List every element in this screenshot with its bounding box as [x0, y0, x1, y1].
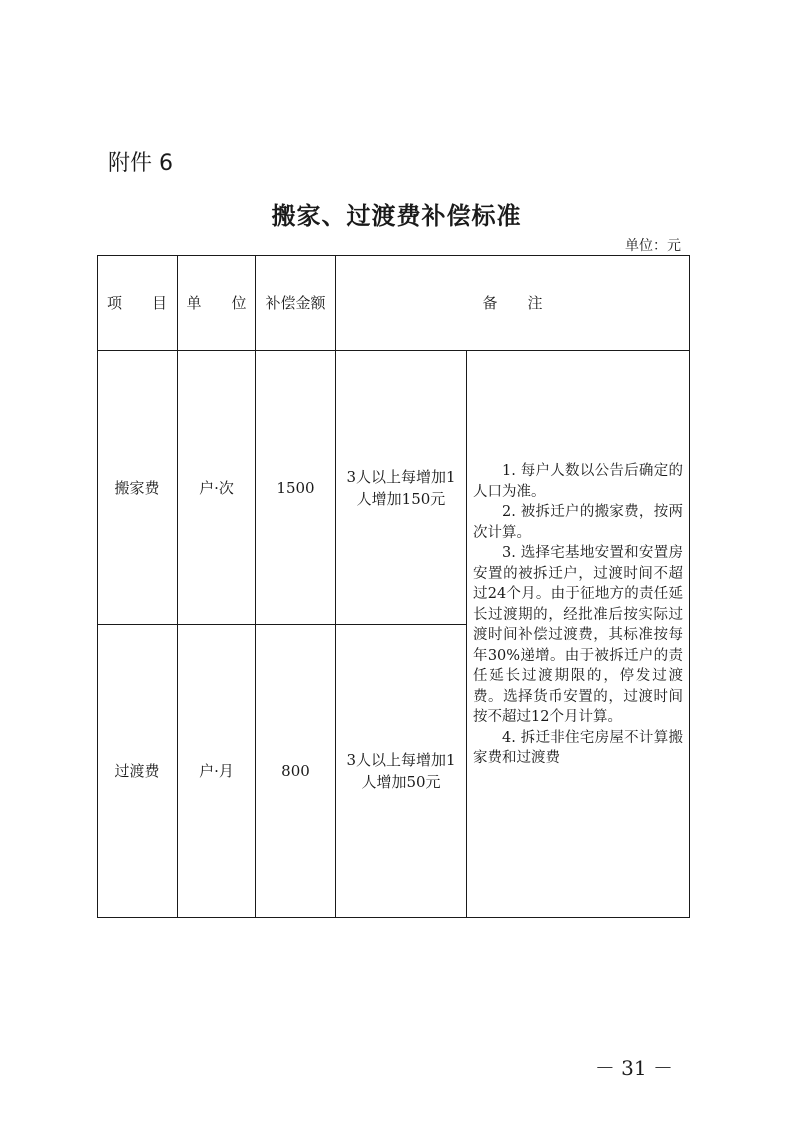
note-item: 1. 每户人数以公告后确定的人口为准。 [473, 463, 683, 500]
row-transition-unit: 户·月 [199, 762, 234, 780]
unit-note: 单位：元 [625, 238, 681, 254]
header-item: 项 目 [106, 293, 167, 312]
row-moving-increment: 3人以上每增加1人增加150元 [346, 467, 456, 508]
compensation-table [97, 255, 690, 918]
header-remark: 备 注 [482, 293, 543, 312]
remark-notes [473, 461, 683, 769]
note-item: 4. 拆迁非住宅房屋不计算搬家费和过渡费 [473, 729, 683, 766]
row-transition-amount: 800 [281, 762, 310, 780]
attachment-label: 附件 6 [108, 151, 173, 176]
header-unit: 单 位 [186, 293, 247, 312]
page-title: 搬家、过渡费补偿标准 [271, 201, 522, 230]
row-moving-item: 搬家费 [114, 478, 160, 497]
note-item: 3. 选择宅基地安置和安置房安置的被拆迁户，过渡时间不超过24个月。由于征地方的责任延长过渡期的，经批准后按实际过渡时间补偿过渡费，其标准按每年30%递增。由于被拆迁户的责任延长过渡期限的，停发过渡费。选择货币安置的，过渡时间按不超过12个月计算。 [473, 545, 683, 725]
header-amount: 补偿金额 [265, 293, 326, 312]
row-transition-increment: 3人以上每增加1人增加50元 [346, 751, 456, 791]
row-moving-amount: 1500 [276, 478, 315, 497]
row-transition-item: 过渡费 [114, 762, 160, 780]
page-number: － 31 － [594, 1056, 673, 1080]
note-item: 2. 被拆迁户的搬家费，按两次计算。 [473, 504, 683, 541]
row-moving-unit: 户·次 [199, 478, 234, 497]
